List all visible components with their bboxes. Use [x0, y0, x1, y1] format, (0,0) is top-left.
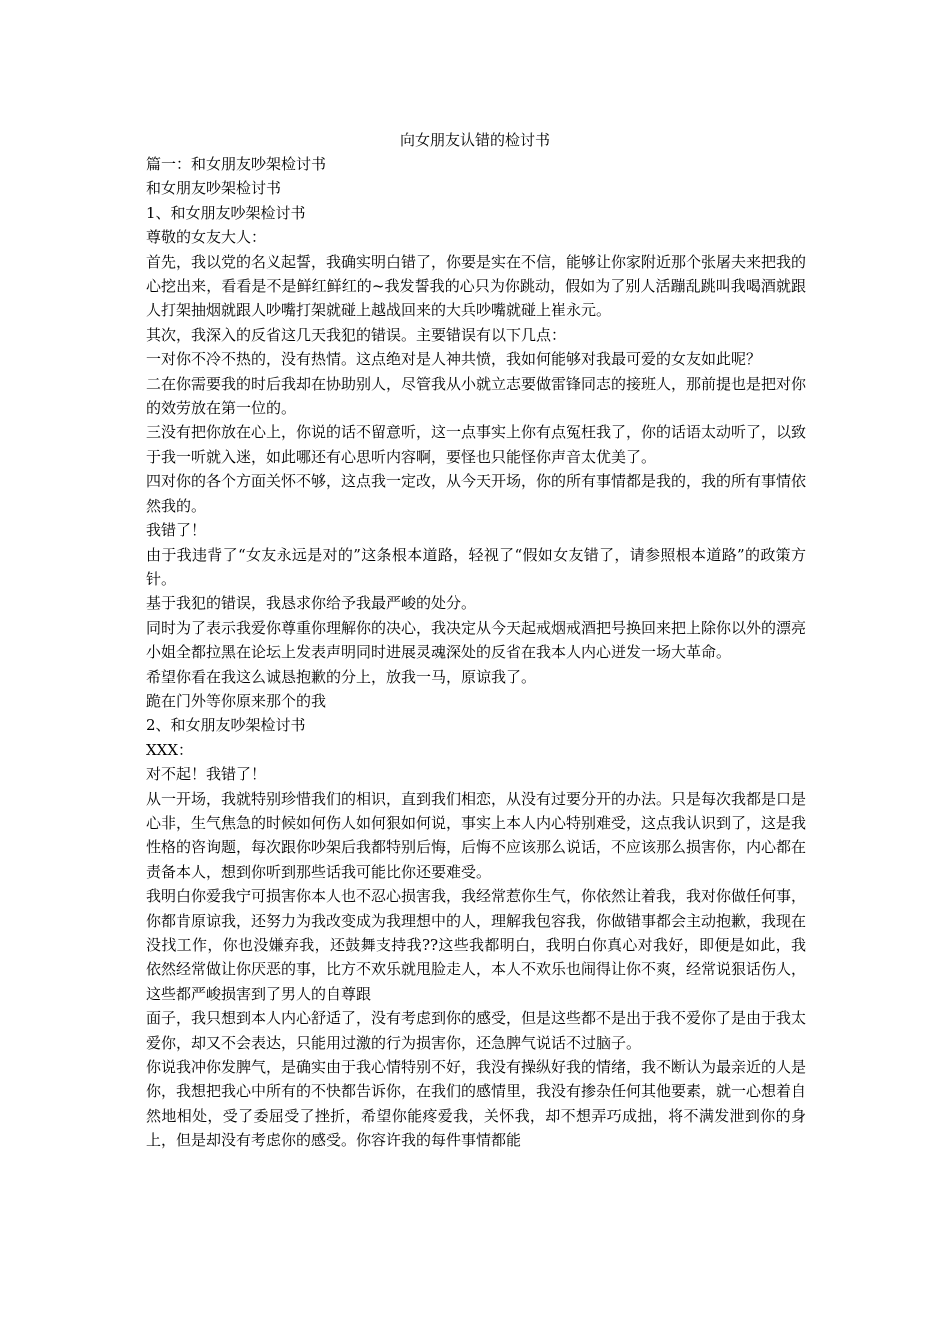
paragraph: 从一开场，我就特别珍惜我们的相识，直到我们相恋，从没有过要分开的办法。只是每次我都是口是心非，生气焦急的时候如何伤人如何狠如何说，事实上本人内心特别难受，这点我认识到了，这是我性格的咨询题，每次跟你吵架后我都特别后悔，后悔不应该那么说话，不应该那么损害你，内心都在责备本人，想到你听到那些话我可能比你还要难受。: [146, 789, 807, 881]
paragraph: 篇一：和女朋友吵架检讨书: [146, 155, 327, 173]
document-title: 向女朋友认错的检讨书: [399, 131, 550, 149]
paragraph: 我明白你爱我宁可损害你本人也不忍心损害我，我经常惹你生气，你依然让着我，我对你做任何事，你都肯原谅我，还努力为我改变成为我理想中的人，理解我包容我，你做错事都会主动抱歉，我现在没找工作，你也没嫌弃我，还鼓舞支持我??这些我都明白，我明白你真心对我好，即便是如此，我依然经常做让你厌恶的事，比方不欢乐就甩脸走人，本人不欢乐也闹得让你不爽，经常说狠话伤人，这些都严峻损害到了男人的自尊跟: [146, 887, 807, 1003]
paragraph: 其次，我深入的反省这几天我犯的错误。主要错误有以下几点：: [146, 325, 567, 344]
paragraph: 1、和女朋友吵架检讨书: [146, 203, 306, 222]
paragraph: 三没有把你放在心上，你说的话不留意听，这一点事实上你有点冤枉我了，你的话语太动听了，以致于我一听就入迷，如此哪还有心思听内容啊，要怪也只能怪你声音太优美了。: [146, 423, 807, 466]
paragraph: 和女朋友吵架检讨书: [146, 179, 282, 198]
paragraph: 对不起！我错了！: [146, 765, 267, 784]
paragraph: 2、和女朋友吵架检讨书: [146, 716, 306, 735]
paragraph: 四对你的各个方面关怀不够，这点我一定改，从今天开场，你的所有事情都是我的，我的所有事情依然我的。: [146, 472, 807, 515]
paragraph: 由于我违背了“女友永远是对的”这条根本道路，轻视了“假如女友错了，请参照根本道路”的政策方针。: [146, 545, 806, 588]
paragraph: XXX：: [146, 740, 194, 759]
paragraph: 基于我犯的错误，我恳求你给予我最严峻的处分。: [146, 594, 477, 613]
paragraph: 跪在门外等你原来那个的我: [146, 691, 327, 710]
paragraph: 你说我冲你发脾气，是确实由于我心情特别不好，我没有操纵好我的情绪，我不断认为最亲近的人是你，我想把我心中所有的不快都告诉你，在我们的感情里，我没有掺杂任何其他要素，就一心想着自然地相处，受了委屈受了挫折，希望你能疼爱我，关怀我，却不想弄巧成拙，将不满发泄到你的身上，但是却没有考虑你的感受。你容许我的每件事情都能: [146, 1058, 807, 1150]
paragraph: 面子，我只想到本人内心舒适了，没有考虑到你的感受，但是这些都不是出于我不爱你了是由于我太爱你，却又不会表达，只能用过激的行为损害你，还急脾气说话不过脑子。: [146, 1009, 807, 1052]
paragraph: 二在你需要我的时后我却在协助别人，尽管我从小就立志要做雷锋同志的接班人，那前提也是把对你的效劳放在第一位的。: [146, 374, 807, 418]
paragraph: 希望你看在我这么诚恳抱歉的分上，放我一马，原谅我了。: [146, 667, 537, 686]
paragraph: 同时为了表示我爱你尊重你理解你的决心，我决定从今天起戒烟戒酒把号换回来把上除你以外的漂亮小姐全都拉黑在论坛上发表声明同时进展灵魂深处的反省在我本人内心迸发一场大革命。: [146, 618, 807, 662]
paragraph: 首先，我以党的名义起誓，我确实明白错了，你要是实在不信，能够让你家附近那个张屠夫来把我的心挖出来，看看是不是鲜红鲜红的~我发誓我的心只为你跳动，假如为了别人活蹦乱跳叫我喝酒就跟人打架抽烟就跟人吵嘴打架就碰上越战回来的大兵吵嘴就碰上崔永元。: [146, 252, 807, 320]
paragraph: 一对你不冷不热的，没有热情。这点绝对是人神共愤，我如何能够对我最可爱的女友如此呢？: [146, 350, 762, 369]
document-body: [146, 152, 806, 1153]
paragraph: 我错了！: [146, 521, 207, 540]
paragraph: 尊敬的女友大人：: [146, 228, 267, 247]
